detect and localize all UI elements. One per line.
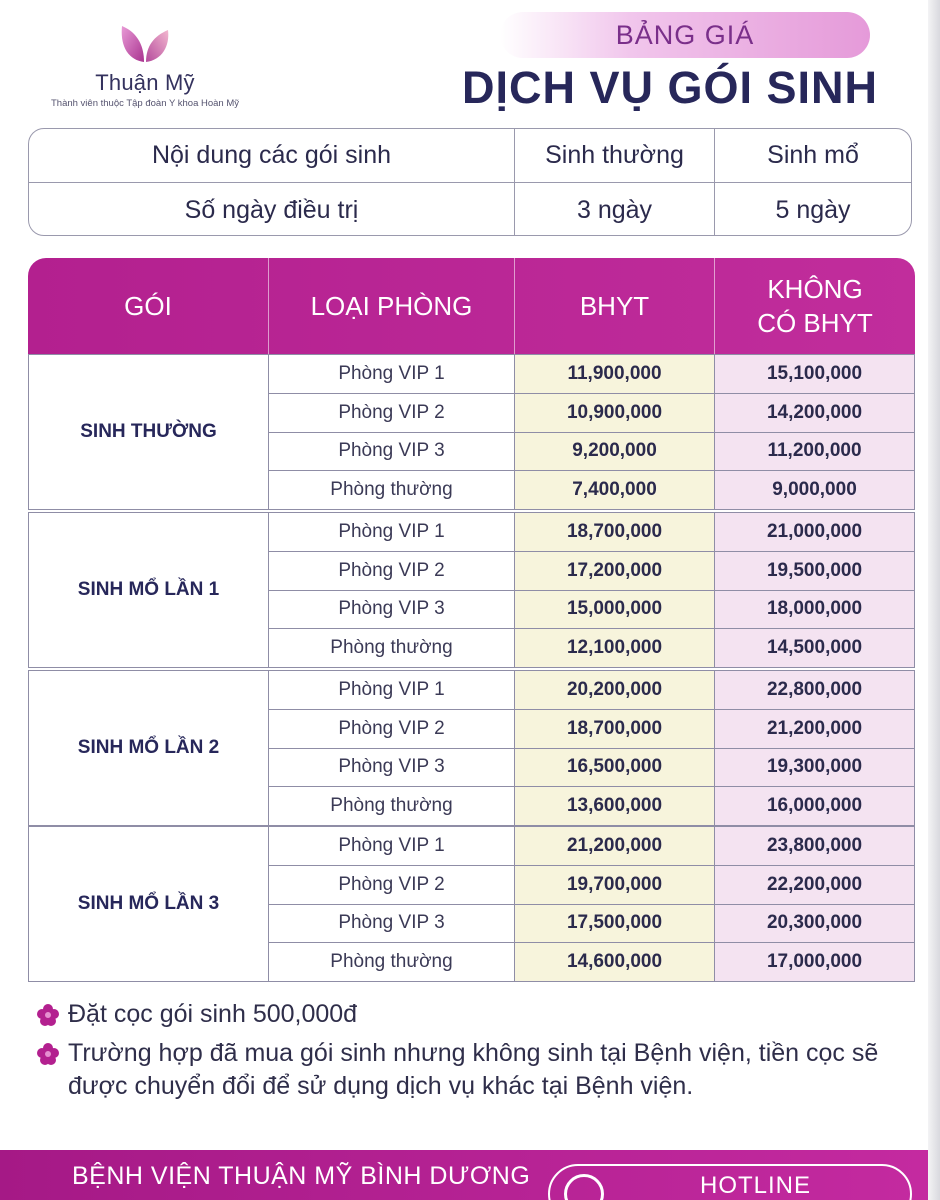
room-type: Phòng VIP 2 xyxy=(269,394,515,432)
note-item xyxy=(36,998,896,1031)
price-bhyt: 10,900,000 xyxy=(515,394,715,432)
brand-logo xyxy=(30,18,260,118)
price-bhyt: 11,900,000 xyxy=(515,355,715,393)
header-no-bhyt-label: KHÔNG CÓ BHYT xyxy=(757,274,873,338)
room-type: Phòng VIP 3 xyxy=(269,905,515,943)
price-bhyt: 18,700,000 xyxy=(515,513,715,551)
table-row xyxy=(269,671,914,710)
price-bhyt: 17,500,000 xyxy=(515,905,715,943)
info-row xyxy=(29,183,911,236)
price-no-bhyt: 22,200,000 xyxy=(715,866,914,904)
price-bhyt: 9,200,000 xyxy=(515,433,715,471)
room-type: Phòng VIP 3 xyxy=(269,433,515,471)
table-row xyxy=(269,905,914,944)
price-no-bhyt: 15,100,000 xyxy=(715,355,914,393)
table-row xyxy=(269,749,914,788)
info-row xyxy=(29,129,911,183)
info-cell: Số ngày điều trị xyxy=(29,183,515,236)
room-type: Phòng thường xyxy=(269,471,515,509)
table-row xyxy=(269,552,914,591)
price-bhyt: 14,600,000 xyxy=(515,943,715,981)
price-bhyt: 18,700,000 xyxy=(515,710,715,748)
table-row xyxy=(269,513,914,552)
table-row xyxy=(269,866,914,905)
info-cell: Nội dung các gói sinh xyxy=(29,129,515,182)
package-name: SINH MỔ LẦN 2 xyxy=(29,671,269,825)
room-type: Phòng VIP 2 xyxy=(269,710,515,748)
price-no-bhyt: 17,000,000 xyxy=(715,943,914,981)
hospital-name: BỆNH VIỆN THUẬN MỸ BÌNH DƯƠNG xyxy=(72,1162,531,1190)
package-group-normal xyxy=(28,354,915,510)
hotline-label: HOTLINE xyxy=(700,1172,812,1199)
price-no-bhyt: 21,000,000 xyxy=(715,513,914,551)
info-table xyxy=(28,128,912,236)
page-title: DỊCH VỤ GÓI SINH xyxy=(461,62,879,113)
header-bhyt: BHYT xyxy=(514,258,714,354)
price-table-header xyxy=(28,258,915,354)
price-bhyt: 19,700,000 xyxy=(515,866,715,904)
price-no-bhyt: 16,000,000 xyxy=(715,787,914,825)
info-cell: 3 ngày xyxy=(515,183,715,236)
price-bhyt: 15,000,000 xyxy=(515,591,715,629)
table-row xyxy=(269,433,914,472)
table-row xyxy=(269,629,914,667)
room-type: Phòng VIP 2 xyxy=(269,866,515,904)
price-bhyt: 20,200,000 xyxy=(515,671,715,709)
price-bhyt: 7,400,000 xyxy=(515,471,715,509)
table-row xyxy=(269,471,914,509)
price-bhyt: 16,500,000 xyxy=(515,749,715,787)
phone-icon xyxy=(564,1174,604,1200)
note-item xyxy=(36,1037,896,1103)
table-row xyxy=(269,591,914,630)
info-cell: 5 ngày xyxy=(775,195,851,224)
room-type: Phòng VIP 3 xyxy=(269,749,515,787)
table-row xyxy=(269,394,914,433)
brand-tagline: Thành viên thuộc Tập đoàn Y khoa Hoàn Mỹ xyxy=(50,98,240,109)
table-row xyxy=(269,787,914,825)
price-no-bhyt: 23,800,000 xyxy=(715,827,914,865)
flower-bullet-icon xyxy=(36,1042,60,1066)
price-list-label: BẢNG GIÁ xyxy=(500,12,870,58)
table-row xyxy=(269,827,914,866)
price-no-bhyt: 22,800,000 xyxy=(715,671,914,709)
room-type: Phòng VIP 3 xyxy=(269,591,515,629)
note-text: Đặt cọc gói sinh 500,000đ xyxy=(68,1000,358,1028)
info-cell: Sinh mổ xyxy=(767,141,859,169)
package-name: SINH MỔ LẦN 3 xyxy=(29,827,269,981)
room-type: Phòng thường xyxy=(269,787,515,825)
package-group-csection-2 xyxy=(28,670,915,826)
header-no-bhyt xyxy=(714,258,915,354)
room-type: Phòng VIP 1 xyxy=(269,827,515,865)
package-name: SINH THƯỜNG xyxy=(29,355,269,509)
page-edge xyxy=(928,0,940,1200)
note-text: Trường hợp đã mua gói sinh nhưng không sinh tại Bệnh viện, tiền cọc sẽ được chuyển đổi để sử dụng dịch vụ khác tại Bệnh viện. xyxy=(68,1039,879,1100)
info-cell: Sinh thường xyxy=(515,129,715,182)
price-bhyt: 21,200,000 xyxy=(515,827,715,865)
package-group-csection-3 xyxy=(28,826,915,982)
room-type: Phòng VIP 2 xyxy=(269,552,515,590)
room-type: Phòng VIP 1 xyxy=(269,671,515,709)
price-no-bhyt: 19,500,000 xyxy=(715,552,914,590)
table-row xyxy=(269,710,914,749)
room-type: Phòng VIP 1 xyxy=(269,355,515,393)
notes-list xyxy=(36,998,896,1103)
footer-bar xyxy=(0,1150,928,1200)
price-no-bhyt: 21,200,000 xyxy=(715,710,914,748)
price-no-bhyt: 14,200,000 xyxy=(715,394,914,432)
room-type: Phòng VIP 1 xyxy=(269,513,515,551)
hotline-button[interactable] xyxy=(548,1164,912,1200)
package-name: SINH MỔ LẦN 1 xyxy=(29,513,269,667)
price-no-bhyt: 11,200,000 xyxy=(715,433,914,471)
table-row xyxy=(269,355,914,394)
lotus-icon xyxy=(118,20,172,64)
room-type: Phòng thường xyxy=(269,943,515,981)
header-package: GÓI xyxy=(124,291,172,321)
price-no-bhyt: 9,000,000 xyxy=(715,471,914,509)
price-no-bhyt: 19,300,000 xyxy=(715,749,914,787)
flower-bullet-icon xyxy=(36,1003,60,1027)
price-bhyt: 12,100,000 xyxy=(515,629,715,667)
table-row xyxy=(269,943,914,981)
price-bhyt: 17,200,000 xyxy=(515,552,715,590)
price-bhyt: 13,600,000 xyxy=(515,787,715,825)
header-room-type: LOẠI PHÒNG xyxy=(268,258,514,354)
package-group-csection-1 xyxy=(28,512,915,668)
room-type: Phòng thường xyxy=(269,629,515,667)
price-no-bhyt: 18,000,000 xyxy=(715,591,914,629)
price-no-bhyt: 14,500,000 xyxy=(715,629,914,667)
brand-name: Thuận Mỹ xyxy=(95,70,195,95)
price-no-bhyt: 20,300,000 xyxy=(715,905,914,943)
